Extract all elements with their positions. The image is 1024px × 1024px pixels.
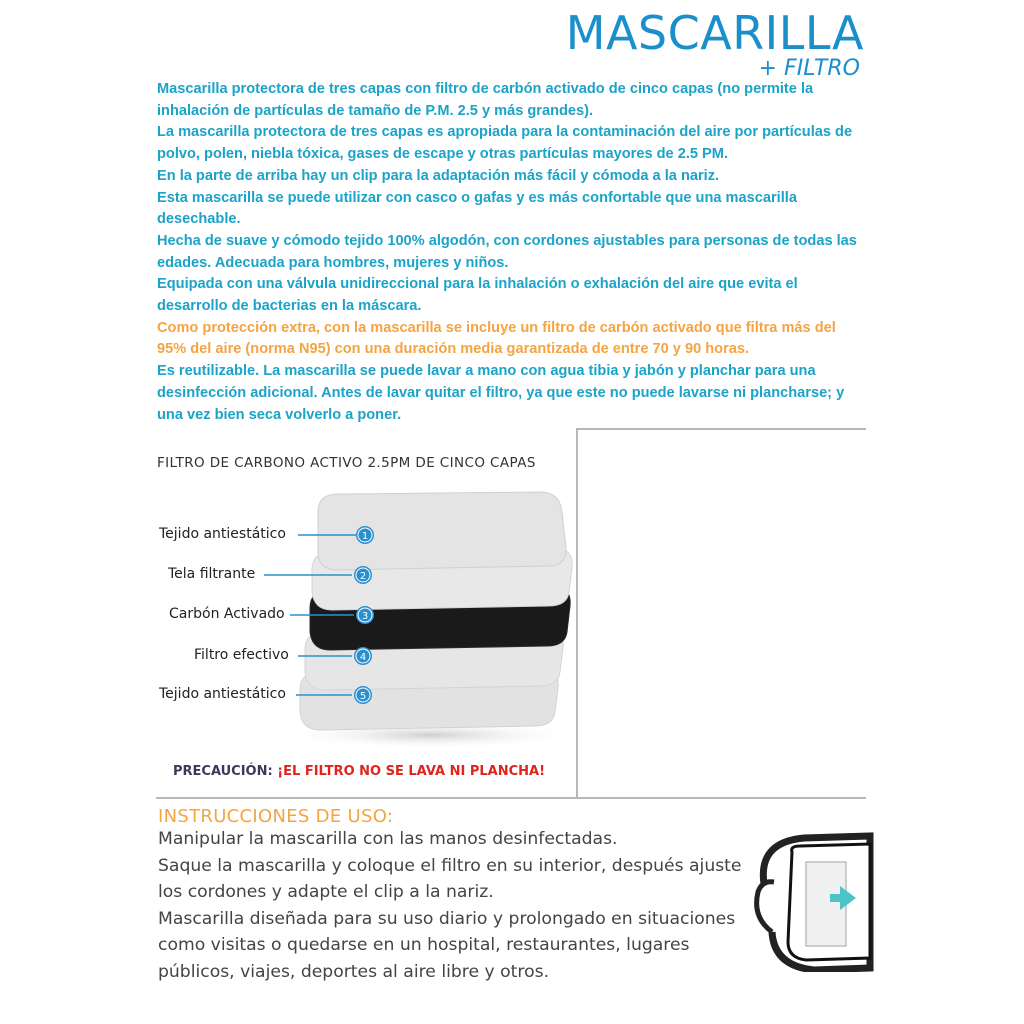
description-paragraph: Hecha de suave y cómodo tejido 100% algodón, con cordones ajustables para personas de todas las edades. Adecuada para hombres, mujeres y niños.: [157, 232, 857, 271]
layer-label-2: Tela filtrante: [168, 566, 256, 582]
page-title: MASCARILLA: [565, 6, 864, 60]
description-paragraph: Mascarilla protectora de tres capas con filtro de carbón activado de cinco capas (no permite la inhalación de partículas de tamaño de P.M. 2.5 y más grandes).: [157, 81, 814, 119]
mask-with-filter-illustration: [744, 822, 874, 972]
description-paragraph: Equipada con una válvula unidireccional para la inhalación o exhalación del aire que evita el desarrollo de bacterias en la máscara.: [157, 276, 798, 315]
description-paragraph: En la parte de arriba hay un clip para la adaptación más fácil y cómoda a la nariz.: [157, 167, 720, 184]
filter-diagram-title: FILTRO DE CARBONO ACTIVO 2.5PM DE CINCO CAPAS: [157, 455, 536, 471]
instruction-paragraph: Saque la mascarilla y coloque el filtro en su interior, después ajuste los cordones y adapte el clip a la nariz.: [158, 855, 742, 902]
layer-label-1: Tejido antiestático: [159, 526, 286, 542]
layer-label-4: Filtro efectivo: [194, 647, 289, 663]
caution-note: [173, 764, 545, 779]
page-subtitle: + FILTRO: [758, 56, 860, 81]
layer-label-5: Tejido antiestático: [159, 686, 286, 702]
instruction-paragraph: Mascarilla diseñada para su uso diario y prolongado en situaciones como visitas o quedarse en un hospital, restaurantes, lugares públicos, viajes, deportes al aire libre y otros.: [158, 908, 736, 982]
caution-label: PRECAUCIÓN:: [173, 764, 273, 779]
layer-number: 4: [359, 652, 367, 663]
description-paragraph: Es reutilizable. La mascarilla se puede lavar a mano con agua tibia y jabón y planchar para una desinfección adicional. Antes de lavar quitar el filtro, ya que este no puede lavarse ni plancharse; y una vez bien seca volverlo a poner.: [157, 363, 845, 423]
layer-number: 2: [359, 571, 367, 582]
description-paragraph-highlight: Como protección extra, con la mascarilla se incluye un filtro de carbón activado que filtra más del 95% del aire (norma N95) con una duración media garantizada de entre 70 y 90 horas.: [157, 319, 836, 358]
instructions-body: [158, 826, 758, 985]
layer-number: 3: [361, 611, 369, 622]
instruction-paragraph: Manipular la mascarilla con las manos desinfectadas.: [158, 829, 618, 849]
description-paragraph: Esta mascarilla se puede utilizar con casco o gafas y es más confortable que una mascarilla desechable.: [157, 189, 797, 228]
instructions-title: INSTRUCCIONES DE USO:: [158, 806, 394, 827]
layer-number: 5: [359, 691, 367, 702]
description-paragraph: La mascarilla protectora de tres capas es apropiada para la contaminación del aire por partículas de polvo, polen, niebla tóxica, gases de escape y otras partículas mayores de 2.5 PM.: [157, 124, 853, 163]
filter-layer-1: [318, 492, 566, 570]
caution-warning: ¡EL FILTRO NO SE LAVA NI PLANCHA!: [277, 764, 546, 779]
layer-number: 1: [361, 531, 369, 542]
layer-label-3: Carbón Activado: [169, 606, 285, 622]
